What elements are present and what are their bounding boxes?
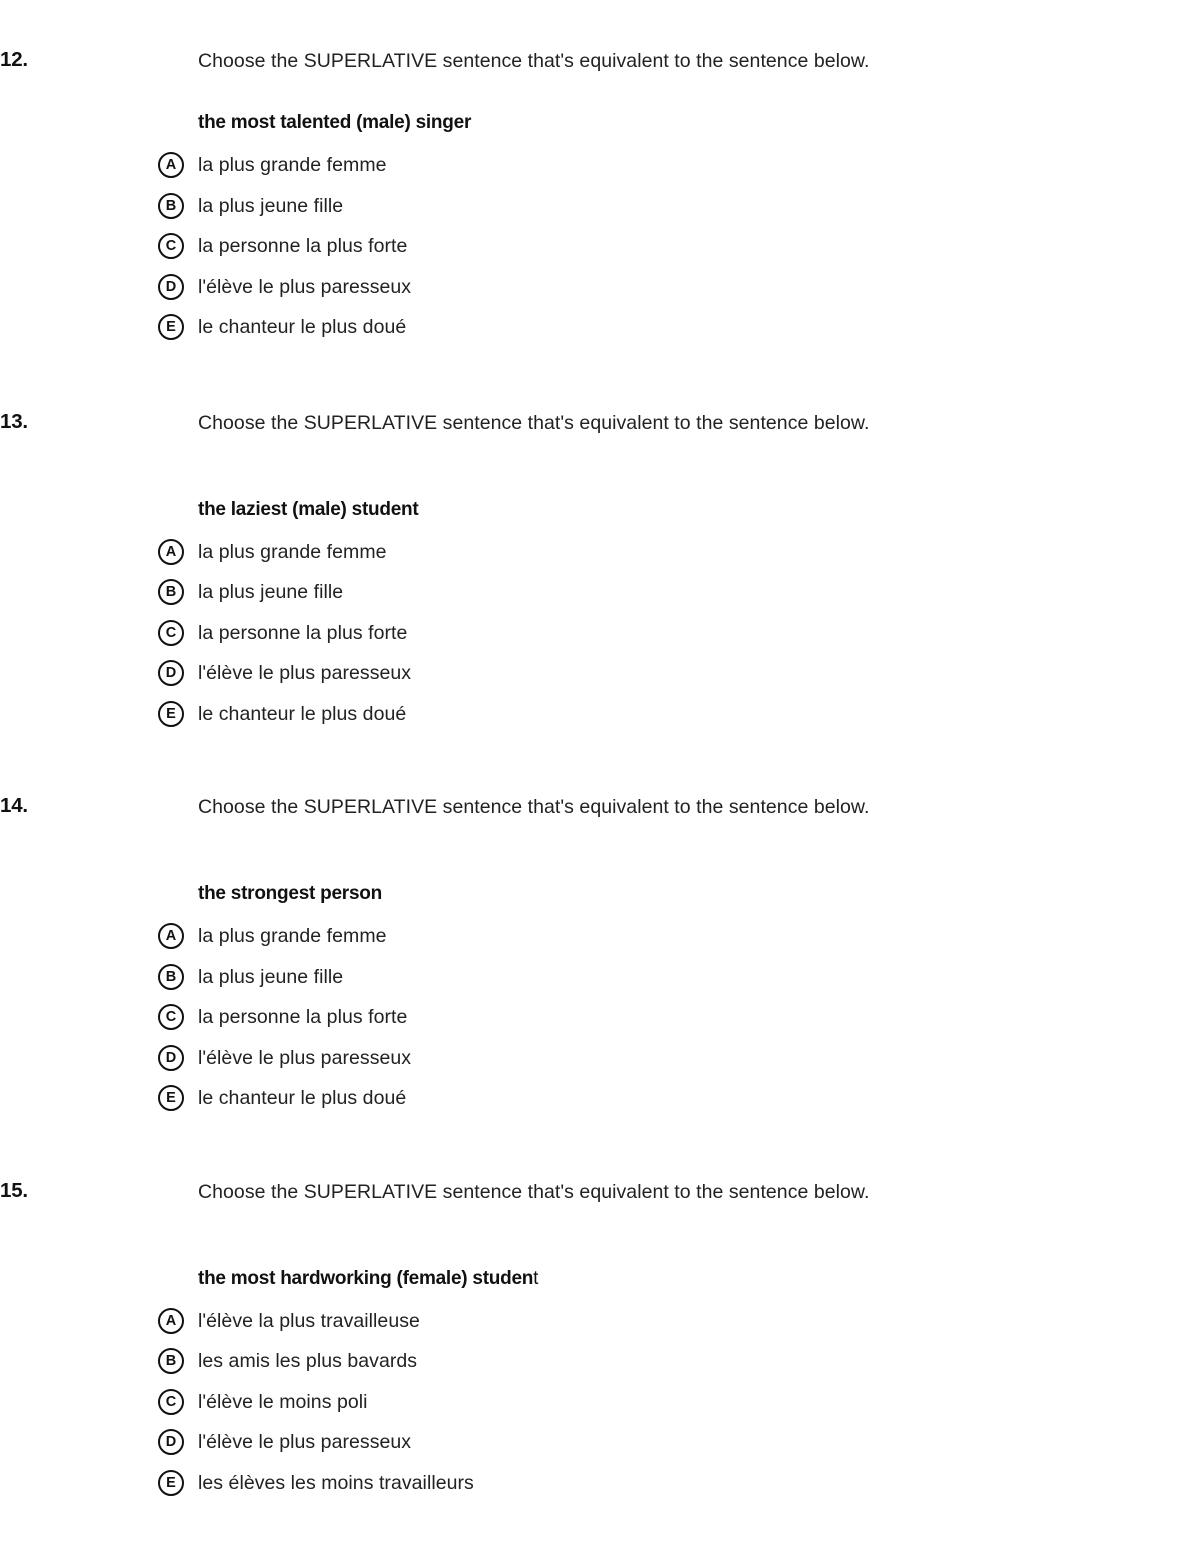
option-row[interactable] [158, 1341, 1200, 1382]
option-bubble-e[interactable]: E [158, 1085, 184, 1111]
option-row[interactable] [158, 572, 1200, 613]
question-13-number: 13. [0, 409, 28, 433]
option-bubble-c[interactable]: C [158, 1389, 184, 1415]
option-row[interactable] [158, 694, 1200, 735]
question-13-stem [0, 409, 1200, 440]
spacer [158, 440, 1200, 498]
option-bubble-c[interactable]: C [158, 233, 184, 259]
option-bubble-a[interactable]: A [158, 152, 184, 178]
question-14-number: 14. [0, 794, 28, 817]
option-bubble-b[interactable]: B [158, 579, 184, 605]
option-bubble-c[interactable]: C [158, 1004, 184, 1030]
question-12-number: 12. [0, 48, 28, 71]
option-bubble-d[interactable]: D [158, 660, 184, 686]
question-12-options [158, 145, 1200, 348]
option-row[interactable] [158, 957, 1200, 998]
option-row[interactable] [158, 613, 1200, 654]
spacer [0, 348, 1200, 410]
option-row[interactable] [158, 653, 1200, 694]
option-label: le chanteur le plus doué [198, 1087, 407, 1110]
option-label: la plus jeune fille [198, 194, 344, 217]
question-12-prompt [198, 111, 1200, 135]
question-13-stem-text: Choose the SUPERLATIVE sentence that's equivalent to the sentence below. [198, 411, 870, 434]
question-14-options [158, 916, 1200, 1119]
option-row[interactable] [158, 997, 1200, 1038]
option-row[interactable] [158, 1422, 1200, 1463]
option-bubble-d[interactable]: D [158, 1045, 184, 1071]
question-15 [0, 1179, 1200, 1504]
option-label: la plus grande femme [198, 154, 387, 177]
question-15-number: 15. [0, 1178, 28, 1202]
option-label: les amis les plus bavards [198, 1350, 418, 1373]
question-15-prompt-tail: t [533, 1267, 539, 1289]
option-bubble-d[interactable]: D [158, 274, 184, 300]
option-label: les élèves les moins travailleurs [198, 1471, 474, 1494]
spacer [0, 734, 1200, 794]
question-15-options [158, 1301, 1200, 1504]
option-bubble-d[interactable]: D [158, 1429, 184, 1455]
option-bubble-b[interactable]: B [158, 193, 184, 219]
option-row[interactable] [158, 1078, 1200, 1119]
option-row[interactable] [158, 1301, 1200, 1342]
option-label: la personne la plus forte [198, 1006, 408, 1029]
option-label: la plus jeune fille [198, 965, 344, 988]
option-label: la plus jeune fille [198, 581, 344, 604]
question-13-prompt-main: the laziest (male) student [198, 498, 419, 520]
question-14-stem-text: Choose the SUPERLATIVE sentence that's equivalent to the sentence below. [198, 796, 870, 818]
question-15-prompt [198, 1267, 1200, 1291]
option-row[interactable] [158, 267, 1200, 308]
option-bubble-a[interactable]: A [158, 1308, 184, 1334]
option-label: l'élève le plus paresseux [198, 1046, 412, 1069]
option-row[interactable] [158, 186, 1200, 227]
option-bubble-c[interactable]: C [158, 620, 184, 646]
option-row[interactable] [158, 1382, 1200, 1423]
option-bubble-e[interactable]: E [158, 701, 184, 727]
question-13 [0, 410, 1200, 735]
option-bubble-a[interactable]: A [158, 923, 184, 949]
option-row[interactable] [158, 532, 1200, 573]
option-label: l'élève le plus paresseux [198, 662, 412, 685]
option-label: l'élève le plus paresseux [198, 1431, 412, 1454]
question-15-stem [0, 1178, 1200, 1209]
spacer [158, 824, 1200, 882]
option-label: l'élève le plus paresseux [198, 275, 412, 298]
spacer [158, 78, 1200, 111]
option-bubble-e[interactable]: E [158, 314, 184, 340]
question-15-prompt-main: the most hardworking (female) studen [198, 1267, 534, 1289]
option-label: le chanteur le plus doué [198, 316, 407, 339]
question-12-stem [0, 48, 1200, 78]
option-row[interactable] [158, 1038, 1200, 1079]
option-row[interactable] [158, 226, 1200, 267]
option-label: la personne la plus forte [198, 621, 408, 644]
question-14-prompt [198, 882, 1200, 906]
option-label: la plus grande femme [198, 925, 387, 948]
question-14 [0, 794, 1200, 1119]
question-12 [0, 48, 1200, 348]
question-12-prompt-main: the most talented (male) singer [198, 112, 472, 133]
option-row[interactable] [158, 916, 1200, 957]
question-15-stem-text: Choose the SUPERLATIVE sentence that's equivalent to the sentence below. [198, 1180, 870, 1203]
option-label: l'élève le moins poli [198, 1390, 368, 1413]
question-13-prompt [198, 498, 1200, 522]
option-label: l'élève la plus travailleuse [198, 1309, 420, 1332]
question-12-stem-text: Choose the SUPERLATIVE sentence that's equivalent to the sentence below. [198, 50, 870, 72]
spacer [158, 1209, 1200, 1267]
question-13-options [158, 532, 1200, 735]
option-label: la personne la plus forte [198, 235, 408, 258]
option-bubble-b[interactable]: B [158, 1348, 184, 1374]
question-14-stem [0, 794, 1200, 824]
spacer [0, 1119, 1200, 1179]
question-14-prompt-main: the strongest person [198, 883, 382, 904]
option-row[interactable] [158, 307, 1200, 348]
option-label: la plus grande femme [198, 540, 387, 563]
option-bubble-b[interactable]: B [158, 964, 184, 990]
option-row[interactable] [158, 1463, 1200, 1504]
option-bubble-e[interactable]: E [158, 1470, 184, 1496]
option-row[interactable] [158, 145, 1200, 186]
option-label: le chanteur le plus doué [198, 702, 407, 725]
option-bubble-a[interactable]: A [158, 539, 184, 565]
